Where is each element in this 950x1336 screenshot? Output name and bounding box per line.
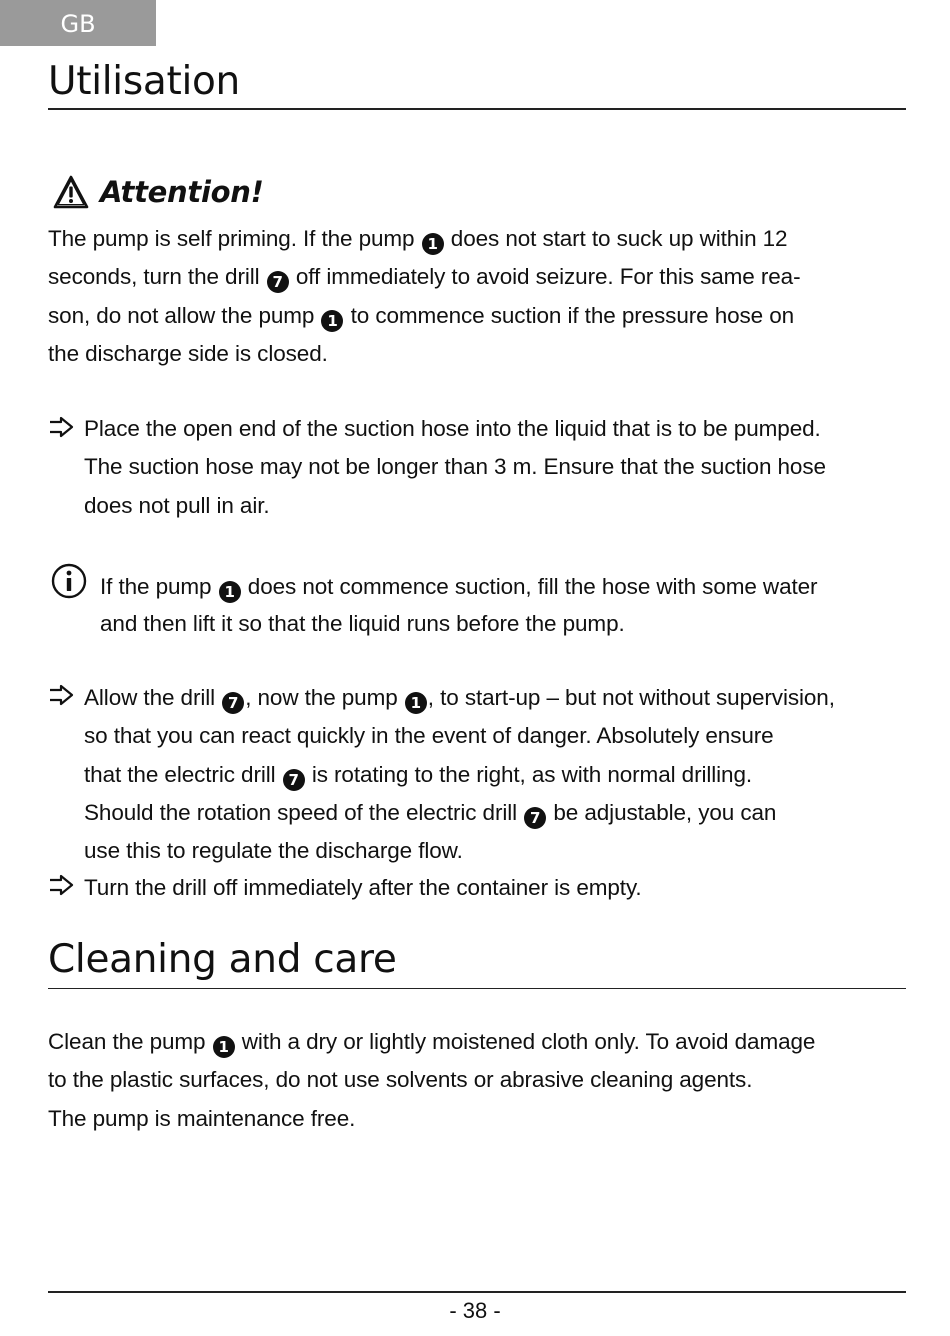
text-line: Place the open end of the suction hose into the liquid that is to be pumped. xyxy=(84,416,821,441)
title-underline xyxy=(48,108,906,110)
text-line: The suction hose may not be longer than 3 m. Ensure that the suction hose xyxy=(84,454,826,480)
step-turn-off-drill xyxy=(84,869,642,907)
text-line: to the plastic surfaces, do not use solvents or abrasive cleaning agents. xyxy=(48,1067,753,1093)
part-number-badge: 1 xyxy=(405,692,427,714)
title-underline xyxy=(48,988,906,989)
arrow-right-icon xyxy=(48,874,74,896)
text-line: Allow the drill 7 , now the pump 1 , to start-up – but not without supervision, xyxy=(84,685,835,712)
footer-rule xyxy=(48,1291,906,1293)
language-tab: GB xyxy=(0,0,156,46)
arrow-right-icon xyxy=(48,416,74,438)
section-title-cleaning: Cleaning and care xyxy=(48,937,397,982)
part-number-badge: 1 xyxy=(422,233,444,255)
text-line: If the pump 1 does not commence suction, fill the hose with some water xyxy=(100,574,818,601)
arrow-right-icon xyxy=(48,684,74,706)
text-line: Should the rotation speed of the electric drill 7 be adjustable, you can xyxy=(84,799,777,827)
part-number-badge: 7 xyxy=(267,271,289,293)
text-line: and then lift it so that the liquid runs before the pump. xyxy=(100,610,625,636)
cleaning-text xyxy=(48,1023,815,1138)
part-number-badge: 1 xyxy=(219,581,241,603)
text-line: use this to regulate the discharge flow. xyxy=(84,838,463,864)
page-number: - 38 - xyxy=(449,1298,501,1323)
text-line: The pump is maintenance free. xyxy=(48,1105,356,1131)
part-number-badge: 7 xyxy=(283,769,305,791)
attention-text xyxy=(48,220,800,373)
text-line: the discharge side is closed. xyxy=(48,340,328,366)
attention-label: Attention! xyxy=(100,175,264,209)
part-number-badge: 1 xyxy=(321,310,343,332)
info-icon xyxy=(51,563,87,599)
step-place-suction-hose xyxy=(84,410,826,525)
text-line: son, do not allow the pump 1 to commence suction if the pressure hose on xyxy=(48,302,795,330)
attention-heading xyxy=(52,170,264,214)
text-line: The pump is self priming. If the pump 1 does not start to suck up within 12 xyxy=(48,226,788,253)
text-line: so that you can react quickly in the event of danger. Absolutely ensure xyxy=(84,723,774,749)
part-number-badge: 7 xyxy=(222,692,244,714)
text-line: that the electric drill 7 is rotating to the right, as with normal drilling. xyxy=(84,761,753,789)
text-line: Turn the drill off immediately after the container is empty. xyxy=(84,875,642,900)
text-line: does not pull in air. xyxy=(84,492,270,518)
warning-triangle-icon xyxy=(52,174,90,210)
part-number-badge: 7 xyxy=(524,807,546,829)
note-suction xyxy=(100,569,817,642)
step-start-drill xyxy=(84,679,835,870)
text-line: seconds, turn the drill 7 off immediately to avoid seizure. For this same rea- xyxy=(48,264,801,292)
text-line: Clean the pump 1 with a dry or lightly moistened cloth only. To avoid damage xyxy=(48,1029,816,1056)
part-number-badge: 1 xyxy=(213,1036,235,1058)
section-title-utilisation: Utilisation xyxy=(48,59,240,104)
